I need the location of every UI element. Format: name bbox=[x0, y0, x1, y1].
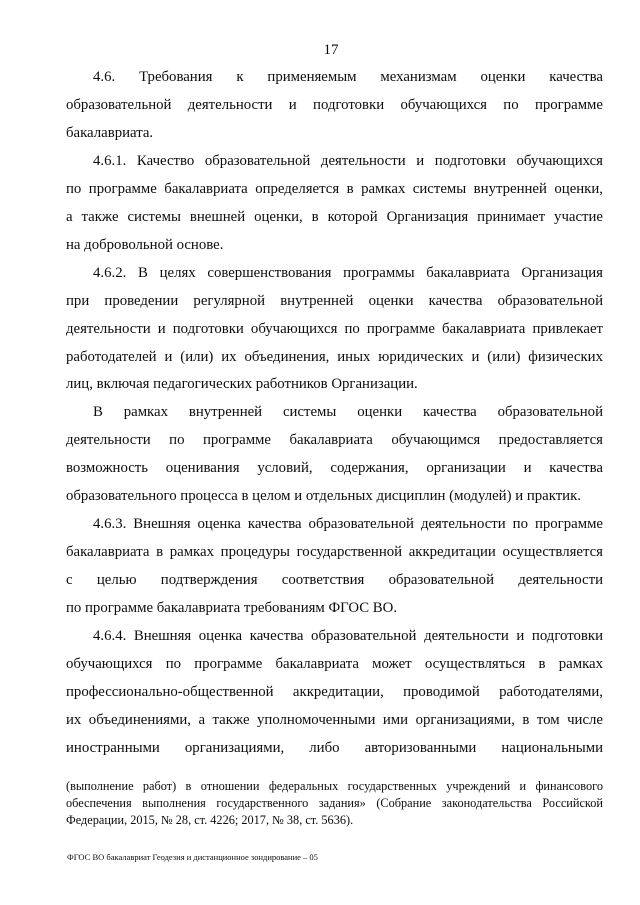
text-line: а также системы внешней оценки, в которой Организация принимает участие bbox=[66, 208, 603, 225]
text-line: образовательного процесса в целом и отдельных дисциплин (модулей) и практик. bbox=[66, 488, 581, 505]
text-line: 4.6.3. Внешняя оценка качества образовательной деятельности по программе bbox=[93, 516, 603, 533]
text-line: обучающихся по программе бакалавриата может осуществляться в рамках bbox=[66, 656, 603, 673]
text-line: профессионально-общественной аккредитации, проводимой работодателями, bbox=[66, 683, 603, 700]
text-line: 4.6.2. В целях совершенствования программы бакалавриата Организация bbox=[93, 264, 603, 281]
text-line: лиц, включая педагогических работников Организации. bbox=[66, 376, 418, 393]
paragraph-internal-assessment bbox=[66, 399, 603, 511]
text-line: деятельности по программе бакалавриата обучающимся предоставляется bbox=[66, 432, 603, 449]
paragraph-4-6-1 bbox=[66, 148, 603, 260]
text-line: 4.6.1. Качество образовательной деятельности и подготовки обучающихся bbox=[93, 152, 603, 169]
footer-document-id: ФГОС ВО бакалавриат Геодезия и дистанционное зондирование – 05 bbox=[67, 852, 318, 862]
text-line: их объединениями, а также уполномоченными ими организациями, в том числе bbox=[66, 711, 603, 728]
text-line: с целью подтверждения соответствия образовательной деятельности bbox=[66, 572, 603, 589]
text-line: бакалавриата в рамках процедуры государственной аккредитации осуществляется bbox=[66, 544, 603, 561]
text-line: по программе бакалавриата требованиям ФГОС ВО. bbox=[66, 600, 398, 617]
text-line: В рамках внутренней системы оценки качества образовательной bbox=[93, 404, 603, 421]
footnote-line: обеспечения выполнения государственного задания» (Собрание законодательства Российской bbox=[66, 796, 603, 810]
main-text bbox=[66, 64, 603, 763]
text-line: образовательной деятельности и подготовки обучающихся по программе bbox=[66, 96, 603, 113]
footnote-line: Федерации, 2015, № 28, ст. 4226; 2017, № 38, ст. 5636). bbox=[66, 813, 354, 827]
text-line: 4.6. Требования к применяемым механизмам оценки качества bbox=[93, 69, 603, 85]
text-line: возможность оценивания условий, содержания, организации и качества bbox=[66, 460, 603, 477]
paragraph-4-6-3 bbox=[66, 511, 603, 623]
text-line: деятельности и подготовки обучающихся по программе бакалавриата привлекает bbox=[66, 320, 603, 337]
text-line: при проведении регулярной внутренней оценки качества образовательной bbox=[66, 292, 603, 309]
paragraph-4-6-2 bbox=[66, 260, 603, 400]
text-line: по программе бакалавриата определяется в рамках системы внутренней оценки, bbox=[66, 180, 603, 197]
text-line: работодателей и (или) их объединения, иных юридических и (или) физических bbox=[66, 348, 603, 365]
text-line: 4.6.4. Внешняя оценка качества образовательной деятельности и подготовки bbox=[93, 628, 603, 645]
text-line: бакалавриата. bbox=[66, 124, 154, 141]
paragraph-4-6-4 bbox=[66, 623, 603, 763]
section-heading-4-6 bbox=[66, 64, 603, 148]
footnote bbox=[66, 778, 603, 829]
text-line: иностранными организациями, либо авторизованными национальными bbox=[66, 739, 603, 756]
page-number: 17 bbox=[323, 42, 339, 58]
footnote-line: (выполнение работ) в отношении федеральных государственных учреждений и финансового bbox=[66, 779, 603, 793]
text-line: на добровольной основе. bbox=[66, 236, 224, 253]
